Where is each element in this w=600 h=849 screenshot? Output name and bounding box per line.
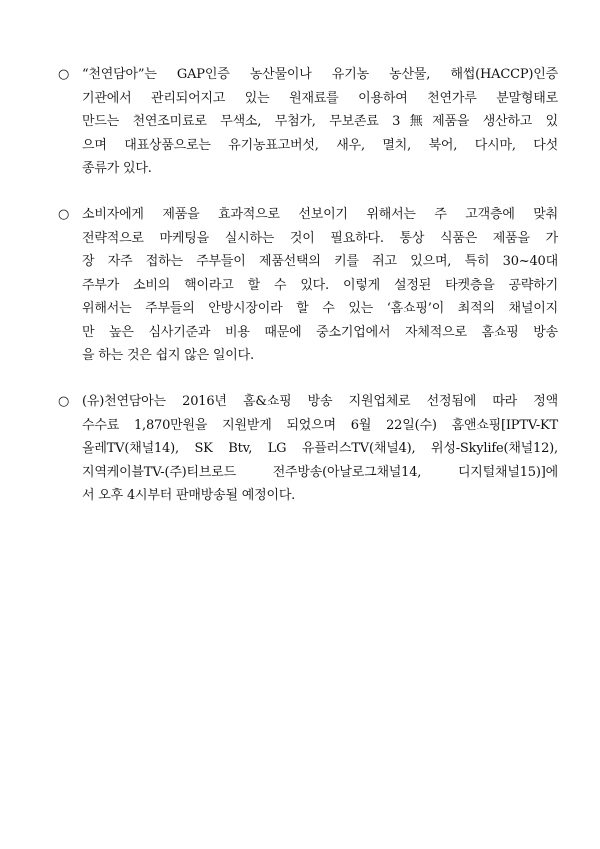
paragraph-text (82, 203, 558, 368)
text-line: 서 오후 4시부터 판매방송될 예정이다. (82, 488, 296, 503)
text-line: 주부가 소비의 핵이라고 할 수 있다. 이렇게 설정된 타켓층을 공략하기 (82, 277, 558, 293)
text-line: (유)천연담아는 2016년 홈&쇼핑 방송 지원업체로 선정됨에 따라 정액 (82, 394, 558, 409)
paragraph-text (82, 390, 558, 508)
text-line: 장 자주 접하는 주부들이 제품선택의 키를 쥐고 있으며, 특히 30~40대 (82, 254, 558, 269)
text-line: 올레TV(채널14), SK Btv, LG 유플러스TV(채널4), 위성-Skylife(채널12), (82, 441, 558, 456)
bullet-circle-icon: ○ (58, 207, 70, 222)
text-line: 을 하는 것은 쉽지 않은 일이다. (82, 348, 254, 363)
text-line: 기관에서 관리되어지고 있는 원재료를 이용하여 천연가루 분말형태로 (82, 90, 558, 106)
text-line: 전략적으로 마케팅을 실시하는 것이 필요하다. 통상 식품은 제품을 가 (82, 230, 558, 246)
text-line: 만드는 천연조미료로 무색소, 무첨가, 무보존료 3無제품을 생산하고 있 (82, 114, 558, 129)
text-line: “천연담아”는 GAP인증 농산물이나 유기농 농산물, 해썹(HACCP)인증 (82, 67, 558, 82)
text-line: 소비자에게 제품을 효과적으로 선보이기 위해서는 주 고객층에 맞춰 (82, 207, 558, 222)
text-line: 지역케이블TV-(주)티브로드 전주방송(아날로그채널14, 디지털채널15)]에 (82, 464, 558, 480)
bullet-circle-icon: ○ (58, 67, 70, 82)
paragraph-text (82, 63, 558, 181)
text-line: 만 높은 심사기준과 비용 때문에 중소기업에서 자체적으로 홈쇼핑 방송 (82, 324, 558, 340)
text-line: 으며 대표상품으로는 유기농표고버섯, 새우, 멸치, 북어, 다시마, 다섯 (82, 137, 558, 153)
text-line: 위해서는 주부들의 안방시장이라 할 수 있는 ‘홈쇼핑’이 최적의 채널이지 (82, 301, 558, 316)
bullet-circle-icon: ○ (58, 394, 70, 409)
text-line: 종류가 있다. (82, 161, 152, 176)
text-line: 수수료 1,870만원을 지원받게 되었으며 6월 22일(수) 홈앤쇼핑[IPTV-KT (82, 417, 558, 433)
